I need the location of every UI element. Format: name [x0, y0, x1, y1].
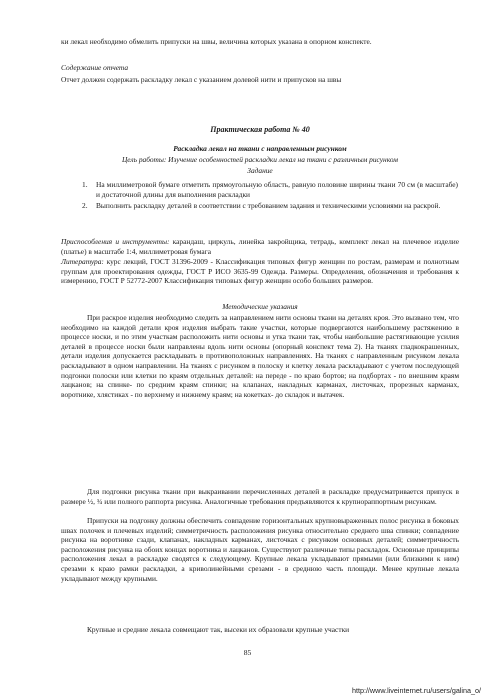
- task-number: 1.: [82, 180, 88, 189]
- literature-paragraph: [61, 257, 459, 286]
- task-item: [82, 180, 458, 199]
- literature-label: Литература:: [61, 257, 104, 266]
- task-item: [82, 201, 458, 211]
- task-text: Выполнить раскладку деталей в соответствии с требованием задания и техническими условиями на раскрой.: [96, 201, 441, 211]
- page-number: 85: [243, 648, 252, 657]
- method-paragraph-4: Крупные и средние лекала совмещают так, высеки их образовали крупные участки: [87, 625, 350, 634]
- work-title: Практическая работа № 40: [210, 125, 310, 134]
- report-heading: Содержание отчета: [61, 63, 129, 72]
- continued-paragraph: ки лекал необходимо обмелить припуски на швы, величина которых указана в опорном конспекте.: [61, 37, 372, 46]
- task-list: [82, 180, 458, 213]
- work-goal: Цель работы: Изучение особенностей раскладки лекал на ткани с различным рисунком: [121, 155, 399, 164]
- method-heading: Методические указания: [222, 302, 298, 311]
- task-heading: Задание: [247, 166, 273, 175]
- report-text: Отчет должен содержать раскладку лекал с указанием долевой нити и припусков на швы: [61, 75, 342, 84]
- task-number: 2.: [82, 201, 88, 211]
- task-text: На миллиметровой бумаге отметить прямоугольную область, равную половине ширины ткани 70 см (в масштабе) и достаточной длины для выполнения раскладки: [96, 180, 458, 199]
- method-paragraph-3: Припуски на подгонку должны обеспечить совпадение горизонтальных крупновыраженных полос рисунка в боковых швах полочек и плечевых изделий; симметричность расположения рисунка относительно среднего шва спинки; совпадение рисунка на воротнике сзади, клапанах, накладных карманах, листочках с рисунком основных деталей; симметричность расположения рисунка на обоих концах воротника и лацканов. Существуют различные типы раскладок. Основные принципы расположения лекал в раскладке сводятся к следующему. Крупные лекала укладывают прямыми (или близкими к ним) срезами к краю рамки раскладки, а криволинейными срезами - в среднюю часть площади. Менее крупные лекала укладывают между крупными.: [61, 516, 459, 583]
- method-paragraph-2: Для подгонки рисунка ткани при выкраивании перечисленных деталей в раскладке предусматривается припуск в размере ½, ¾ или полного раппорта рисунка. Аналогичные требования предъявляются к крупнораппортным рисункам.: [61, 487, 459, 506]
- method-paragraph-1: При раскрое изделия необходимо следить за направлением нити основы ткани на деталях кроя. Это вызвано тем, что необходимо на каждой детали кроя изделия выбрать такие участки, которые подвергаются наибольшему растяжению в процессе носки, и по этим участкам расположить нити основы и утка ткани так, чтобы наибольшие растягивающие усилия деталей в процессе носки были направлены вдоль нити основы (опорный конспект тема 2). На тканях гладкокрашенных, детали изделия допускается раскладывать в противоположных направлениях. На тканях с направленным рисунком лекала раскладывают в одном направлении. На тканях с рисунком в полоску и клетку лекала раскладывают с учетом последующей подгонки полоски или клетки по краям отдельных деталей: на переде - по краю бортов; на подбортах - по внешним краям лацканов; на спинке- по средним краям спинки; на клапанах, накладных карманах, листочках, прорезных карманах, воротнике, хлястиках - по верхнему и нижнему краям; на кокетках- до складок и вытачек.: [61, 313, 459, 399]
- work-subtitle: Раскладка лекал на ткани с направленным рисунком: [173, 144, 347, 153]
- tools-label: Приспособления и инструменты:: [61, 237, 170, 246]
- tools-paragraph: [61, 237, 459, 256]
- footer-url: http://www.liveinternet.ru/users/galina_o/: [351, 686, 481, 695]
- literature-text: курс лекций, ГОСТ 31396-2009 - Классификация типовых фигур женщин по ростам, размерам и полнотным группам для проектирования одежды, ГОСТ Р ИСО 3635-99 Одежда. Размеры. Определения, обозначения и требования к измерению, ГОСТ Р 52772-2007 Классификация типовых фигур женщин особо больших размеров.: [61, 257, 459, 286]
- tools-text: карандаш, циркуль, линейка закройщика, тетрадь, комплект лекал на плечевое изделие (платье) в масштабе 1:4, миллиметровая бумага: [61, 237, 460, 256]
